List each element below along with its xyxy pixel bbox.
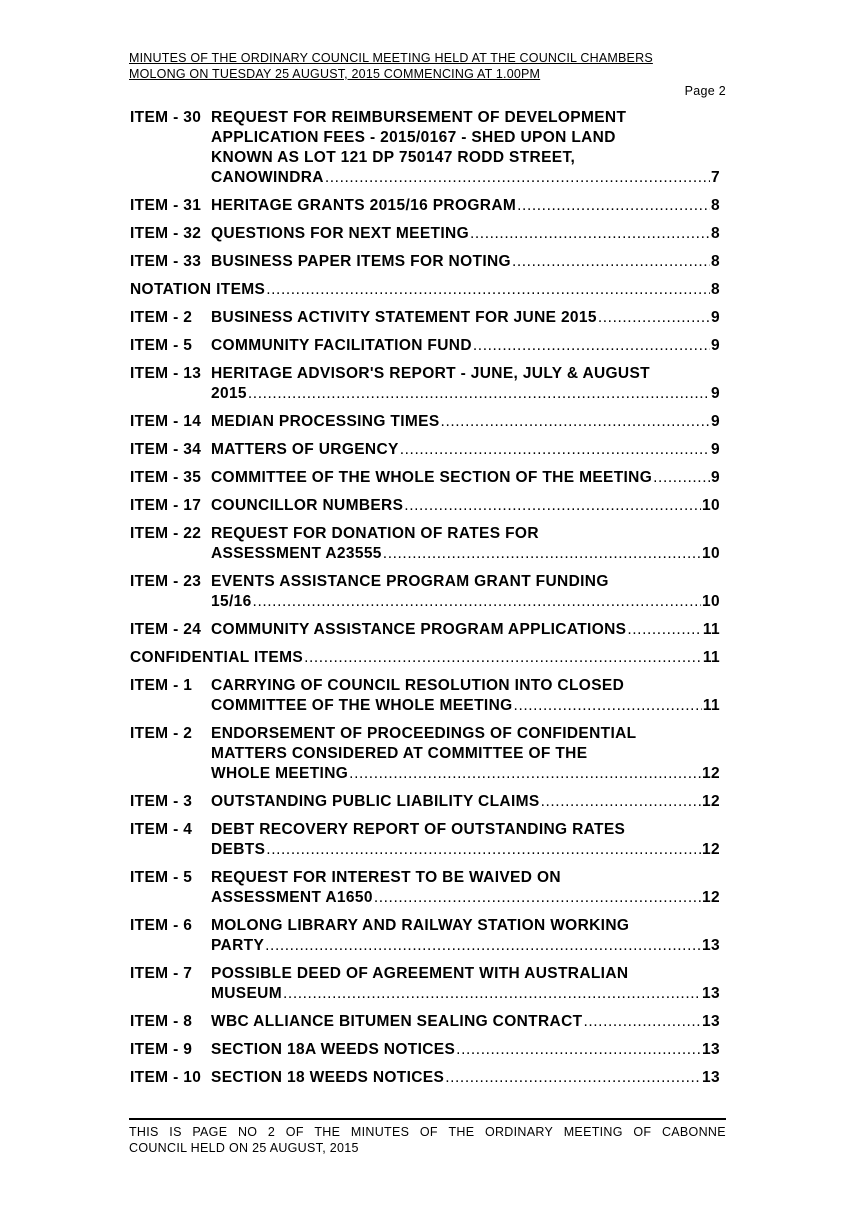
toc-item-number: ITEM - 10 xyxy=(130,1069,202,1086)
toc-item-number: ITEM - 8 xyxy=(130,1013,193,1030)
toc-title-line: HERITAGE GRANTS 2015/16 PROGRAM xyxy=(211,197,517,214)
toc-title-line: COUNCILLOR NUMBERS xyxy=(211,497,404,514)
toc-title-line: APPLICATION FEES - 2015/0167 - SHED UPON LAND xyxy=(211,129,616,146)
toc-page-number: 9 xyxy=(711,469,720,486)
dot-leader xyxy=(248,384,710,404)
dot-leader xyxy=(265,936,701,956)
toc-title-last-line xyxy=(211,592,720,612)
toc-entry xyxy=(130,1068,720,1088)
toc-title-line: COMMUNITY FACILITATION FUND xyxy=(211,337,472,354)
toc-item-title xyxy=(211,724,720,784)
toc-item-number: ITEM - 24 xyxy=(130,621,202,638)
toc-item-title xyxy=(211,524,720,564)
dot-leader xyxy=(349,764,701,784)
toc-entry xyxy=(130,724,720,784)
toc-item-title xyxy=(130,280,720,300)
toc-title-line: 15/16 xyxy=(211,593,252,610)
toc-item-number: ITEM - 7 xyxy=(130,965,193,982)
dot-leader xyxy=(266,840,701,860)
toc-item-title xyxy=(211,1040,720,1060)
toc-entry xyxy=(130,964,720,1004)
toc-entry xyxy=(130,868,720,908)
toc-title-line: ASSESSMENT A1650 xyxy=(211,889,373,906)
footer-word: CABONNE xyxy=(661,1125,726,1139)
footer-word: ORDINARY xyxy=(484,1125,554,1139)
dot-leader xyxy=(253,592,702,612)
toc-item-number: ITEM - 2 xyxy=(130,725,193,742)
toc-page-number: 8 xyxy=(711,197,720,214)
toc-entry xyxy=(130,820,720,860)
toc-title-last-line xyxy=(211,168,720,188)
toc-page-number: 11 xyxy=(702,649,720,666)
toc-entry xyxy=(130,196,720,216)
toc-page-number: 12 xyxy=(702,841,720,858)
dot-leader xyxy=(374,888,701,908)
toc-title-last-line xyxy=(211,196,720,216)
dot-leader xyxy=(283,984,701,1004)
toc-title-line: REQUEST FOR REIMBURSEMENT OF DEVELOPMENT xyxy=(211,109,627,126)
toc-page-number: 13 xyxy=(702,1041,720,1058)
toc-item-number: ITEM - 31 xyxy=(130,197,202,214)
dot-leader xyxy=(470,224,710,244)
toc-item-number: ITEM - 5 xyxy=(130,337,193,354)
footer-word: THE xyxy=(314,1125,341,1139)
toc-page-number: 11 xyxy=(702,621,720,638)
toc-entry xyxy=(130,308,720,328)
toc-item-number: ITEM - 34 xyxy=(130,441,202,458)
toc-item-title xyxy=(211,196,720,216)
footer-word: THIS xyxy=(129,1125,159,1139)
toc-entry xyxy=(130,676,720,716)
toc-item-title xyxy=(211,336,720,356)
dot-leader xyxy=(383,544,701,564)
toc-item-number: ITEM - 5 xyxy=(130,869,193,886)
toc-page-number: 8 xyxy=(711,225,720,242)
dot-leader xyxy=(304,648,702,668)
dot-leader xyxy=(512,252,710,272)
dot-leader xyxy=(445,1068,701,1088)
footer-word: THE xyxy=(448,1125,475,1139)
footer-word: MINUTES xyxy=(350,1125,410,1139)
toc-page-number: 9 xyxy=(711,385,720,402)
toc-title-line: SECTION 18 WEEDS NOTICES xyxy=(211,1069,445,1086)
footer-divider xyxy=(129,1118,726,1120)
toc-title-last-line xyxy=(211,544,720,564)
toc-title-line: OUTSTANDING PUBLIC LIABILITY CLAIMS xyxy=(211,793,540,810)
toc-title-line: WBC ALLIANCE BITUMEN SEALING CONTRACT xyxy=(211,1013,583,1030)
table-of-contents xyxy=(130,108,720,1096)
toc-title-line: CANOWINDRA xyxy=(211,169,324,186)
toc-title-last-line xyxy=(211,792,720,812)
toc-title-line: COMMUNITY ASSISTANCE PROGRAM APPLICATIONS xyxy=(211,621,627,638)
dot-leader xyxy=(325,168,710,188)
toc-title-last-line xyxy=(211,696,720,716)
toc-title-line: MOLONG LIBRARY AND RAILWAY STATION WORKING xyxy=(211,917,630,934)
footer-word: MEETING xyxy=(563,1125,623,1139)
footer-word: PAGE xyxy=(192,1125,228,1139)
footer-line-1 xyxy=(129,1124,726,1140)
footer-word: OF xyxy=(285,1125,304,1139)
header-line-2: MOLONG ON TUESDAY 25 AUGUST, 2015 COMMENCING AT 1.00PM xyxy=(129,67,541,81)
toc-title-last-line xyxy=(211,840,720,860)
toc-entry xyxy=(130,364,720,404)
header-line-1: MINUTES OF THE ORDINARY COUNCIL MEETING HELD AT THE COUNCIL CHAMBERS xyxy=(129,51,653,65)
toc-item-title xyxy=(211,676,720,716)
toc-page-number: 9 xyxy=(711,441,720,458)
toc-title-line: BUSINESS ACTIVITY STATEMENT FOR JUNE 2015 xyxy=(211,309,597,326)
toc-title-last-line xyxy=(211,308,720,328)
toc-title-last-line xyxy=(211,984,720,1004)
dot-leader xyxy=(514,696,702,716)
toc-page-number: 9 xyxy=(711,413,720,430)
toc-title-line: DEBTS xyxy=(211,841,266,858)
toc-entry xyxy=(130,440,720,460)
toc-title-line: ENDORSEMENT OF PROCEEDINGS OF CONFIDENTIAL xyxy=(211,725,637,742)
toc-page-number: 8 xyxy=(711,281,720,298)
toc-page-number: 11 xyxy=(702,697,720,714)
toc-entry xyxy=(130,792,720,812)
toc-entry xyxy=(130,620,720,640)
toc-title-last-line xyxy=(211,764,720,784)
dot-leader xyxy=(441,412,710,432)
toc-entry xyxy=(130,1012,720,1032)
toc-page-number: 13 xyxy=(702,937,720,954)
toc-page-number: 8 xyxy=(711,253,720,270)
toc-item-number: ITEM - 3 xyxy=(130,793,193,810)
dot-leader xyxy=(456,1040,701,1060)
dot-leader xyxy=(473,336,710,356)
toc-title-last-line xyxy=(211,1012,720,1032)
toc-item-title xyxy=(211,412,720,432)
footer-word: 2 xyxy=(267,1125,276,1139)
toc-title-line: QUESTIONS FOR NEXT MEETING xyxy=(211,225,469,242)
toc-title-line: MUSEUM xyxy=(211,985,282,1002)
toc-item-number: ITEM - 6 xyxy=(130,917,193,934)
toc-title-line: REQUEST FOR INTEREST TO BE WAIVED ON xyxy=(211,869,561,886)
toc-item-title xyxy=(211,440,720,460)
toc-entry xyxy=(130,412,720,432)
toc-item-title xyxy=(211,364,720,404)
toc-title-last-line xyxy=(211,336,720,356)
toc-item-number: ITEM - 4 xyxy=(130,821,193,838)
toc-title-line: MATTERS OF URGENCY xyxy=(211,441,399,458)
toc-item-title xyxy=(211,308,720,328)
dot-leader xyxy=(583,1012,701,1032)
toc-entry xyxy=(130,1040,720,1060)
toc-page-number: 12 xyxy=(702,889,720,906)
toc-entry xyxy=(130,572,720,612)
toc-title-line: DEBT RECOVERY REPORT OF OUTSTANDING RATES xyxy=(211,821,626,838)
toc-page-number: 7 xyxy=(711,169,720,186)
toc-title-last-line xyxy=(130,280,720,300)
toc-item-title xyxy=(211,572,720,612)
toc-page-number: 13 xyxy=(702,1069,720,1086)
toc-entry xyxy=(130,224,720,244)
toc-item-title xyxy=(211,108,720,188)
toc-title-last-line xyxy=(211,496,720,516)
toc-title-line: KNOWN AS LOT 121 DP 750147 RODD STREET, xyxy=(211,149,576,166)
toc-title-last-line xyxy=(211,440,720,460)
toc-item-title xyxy=(211,620,720,640)
toc-entry xyxy=(130,252,720,272)
dot-leader xyxy=(400,440,710,460)
toc-entry xyxy=(130,336,720,356)
toc-item-number: ITEM - 2 xyxy=(130,309,193,326)
toc-entry xyxy=(130,468,720,488)
toc-title-line: BUSINESS PAPER ITEMS FOR NOTING xyxy=(211,253,511,270)
toc-title-line: CARRYING OF COUNCIL RESOLUTION INTO CLOSED xyxy=(211,677,625,694)
toc-entry xyxy=(130,496,720,516)
toc-page-number: 10 xyxy=(702,593,720,610)
toc-item-title xyxy=(211,468,720,488)
toc-title-line: 2015 xyxy=(211,385,247,402)
footer-line-2: COUNCIL HELD ON 25 AUGUST, 2015 xyxy=(129,1141,359,1155)
toc-item-title xyxy=(211,1068,720,1088)
toc-title-line: POSSIBLE DEED OF AGREEMENT WITH AUSTRALIAN xyxy=(211,965,629,982)
toc-item-title xyxy=(211,792,720,812)
toc-item-title xyxy=(211,252,720,272)
dot-leader xyxy=(598,308,710,328)
dot-leader xyxy=(653,468,710,488)
toc-title-last-line xyxy=(211,384,720,404)
toc-title-line: COMMITTEE OF THE WHOLE MEETING xyxy=(211,697,513,714)
footer-word: IS xyxy=(169,1125,182,1139)
toc-title-line: REQUEST FOR DONATION OF RATES FOR xyxy=(211,525,539,542)
toc-section-heading xyxy=(130,280,720,300)
toc-item-title xyxy=(211,868,720,908)
toc-page-number: 10 xyxy=(702,497,720,514)
toc-page-number: 9 xyxy=(711,309,720,326)
toc-title-line: COMMITTEE OF THE WHOLE SECTION OF THE MEETING xyxy=(211,469,653,486)
footer-word: NO xyxy=(237,1125,258,1139)
toc-title-last-line xyxy=(211,412,720,432)
toc-entry xyxy=(130,108,720,188)
page-footer xyxy=(129,1124,726,1156)
toc-item-number: ITEM - 33 xyxy=(130,253,202,270)
toc-title-line: MEDIAN PROCESSING TIMES xyxy=(211,413,440,430)
toc-item-title xyxy=(211,964,720,1004)
toc-title-line: ASSESSMENT A23555 xyxy=(211,545,382,562)
toc-title-last-line xyxy=(211,252,720,272)
toc-title-line: EVENTS ASSISTANCE PROGRAM GRANT FUNDING xyxy=(211,573,609,590)
toc-item-number: ITEM - 9 xyxy=(130,1041,193,1058)
toc-title-line: PARTY xyxy=(211,937,265,954)
toc-page-number: 9 xyxy=(711,337,720,354)
toc-page-number: 10 xyxy=(702,545,720,562)
toc-page-number: 12 xyxy=(702,765,720,782)
toc-entry xyxy=(130,916,720,956)
dot-leader xyxy=(541,792,701,812)
toc-title-line: SECTION 18A WEEDS NOTICES xyxy=(211,1041,456,1058)
toc-item-title xyxy=(211,820,720,860)
toc-item-title xyxy=(211,496,720,516)
toc-page-number: 13 xyxy=(702,985,720,1002)
toc-page-number: 12 xyxy=(702,793,720,810)
toc-item-title xyxy=(211,224,720,244)
toc-item-number: ITEM - 23 xyxy=(130,573,202,590)
toc-item-number: ITEM - 1 xyxy=(130,677,193,694)
toc-item-number: ITEM - 22 xyxy=(130,525,202,542)
toc-title-last-line xyxy=(211,1068,720,1088)
toc-title-line: NOTATION ITEMS xyxy=(130,281,266,298)
toc-title-line: HERITAGE ADVISOR'S REPORT - JUNE, JULY & AUGUST xyxy=(211,365,650,382)
page-header xyxy=(129,50,726,82)
toc-title-last-line xyxy=(211,888,720,908)
toc-item-number: ITEM - 30 xyxy=(130,109,202,126)
toc-title-last-line xyxy=(211,620,720,640)
toc-item-title xyxy=(211,1012,720,1032)
footer-word: OF xyxy=(633,1125,652,1139)
page-number-label: Page 2 xyxy=(684,84,726,98)
toc-item-number: ITEM - 32 xyxy=(130,225,202,242)
toc-page-number: 13 xyxy=(702,1013,720,1030)
toc-item-number: ITEM - 35 xyxy=(130,469,202,486)
dot-leader xyxy=(266,280,710,300)
dot-leader xyxy=(517,196,710,216)
toc-title-last-line xyxy=(211,1040,720,1060)
toc-title-line: CONFIDENTIAL ITEMS xyxy=(130,649,304,666)
toc-item-number: ITEM - 17 xyxy=(130,497,202,514)
toc-item-title xyxy=(211,916,720,956)
toc-title-last-line xyxy=(130,648,720,668)
toc-entry xyxy=(130,524,720,564)
footer-word: OF xyxy=(419,1125,438,1139)
dot-leader xyxy=(404,496,701,516)
dot-leader xyxy=(627,620,702,640)
toc-title-last-line xyxy=(211,936,720,956)
toc-title-last-line xyxy=(211,468,720,488)
toc-title-line: WHOLE MEETING xyxy=(211,765,349,782)
toc-item-title xyxy=(130,648,720,668)
toc-item-number: ITEM - 13 xyxy=(130,365,202,382)
toc-title-last-line xyxy=(211,224,720,244)
toc-title-line: MATTERS CONSIDERED AT COMMITTEE OF THE xyxy=(211,745,588,762)
toc-section-heading xyxy=(130,648,720,668)
toc-item-number: ITEM - 14 xyxy=(130,413,202,430)
